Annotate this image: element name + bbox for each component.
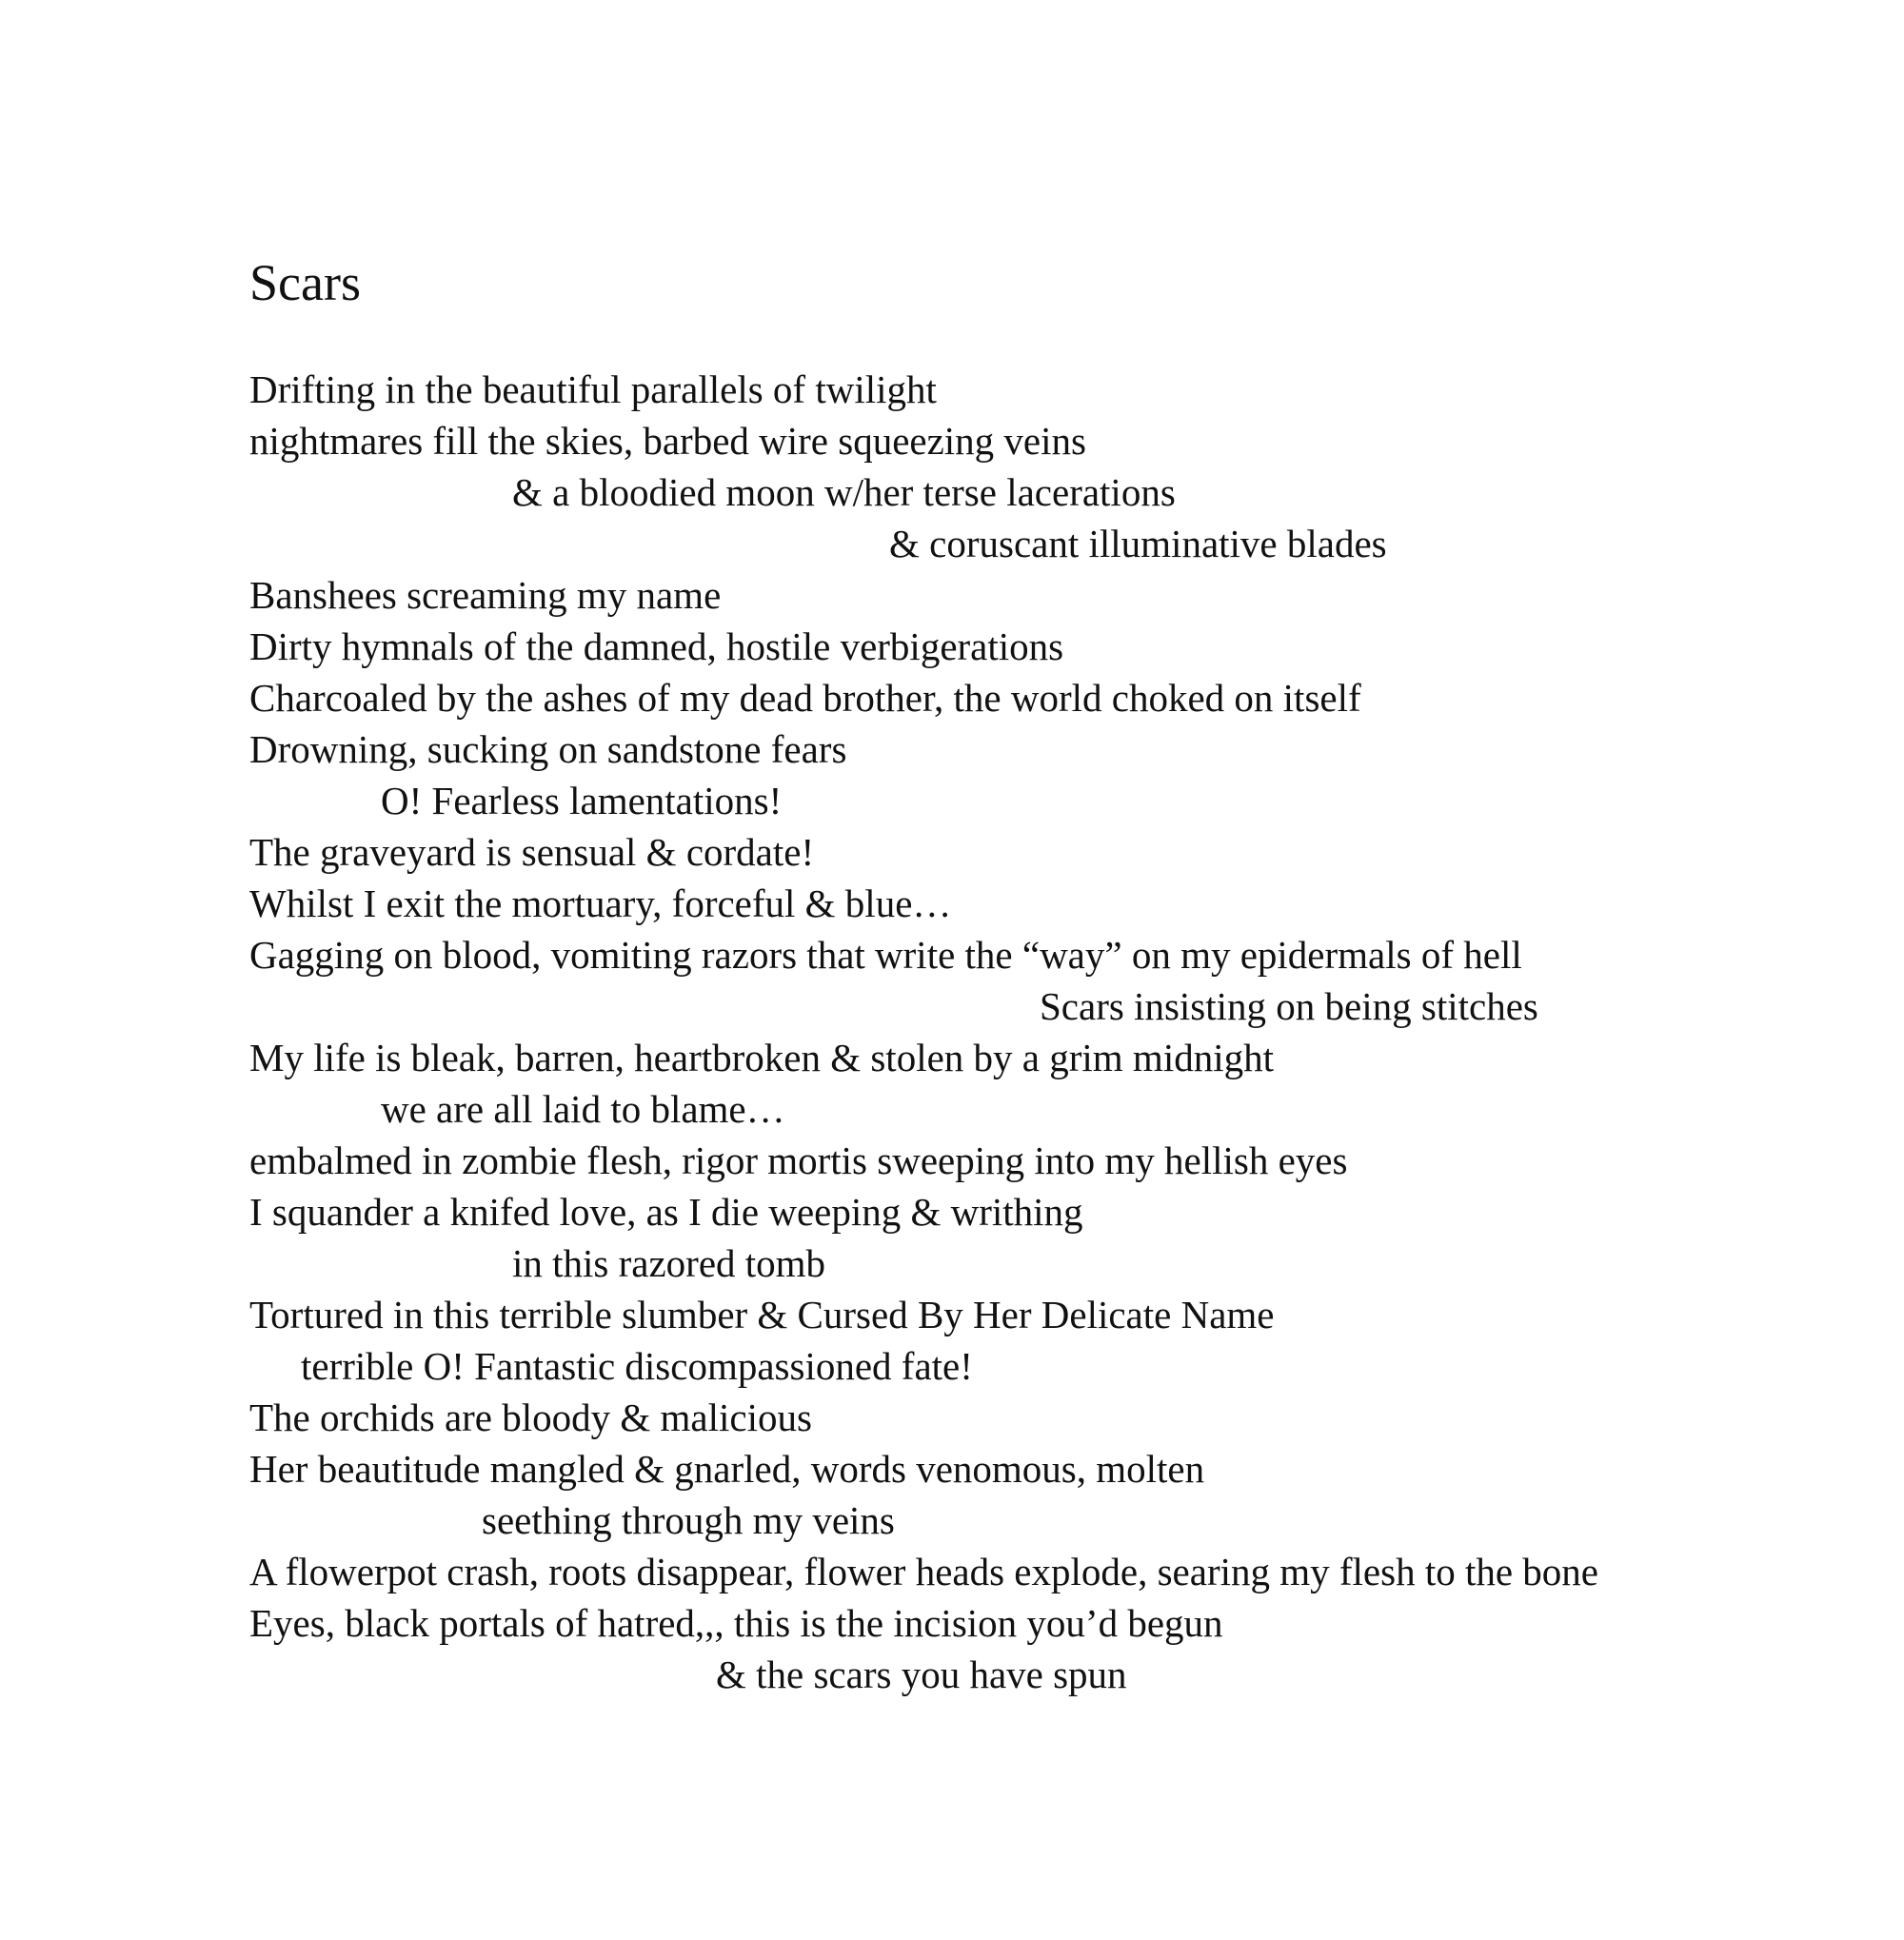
poem-line: Tortured in this terrible slumber & Cursed By Her Delicate Name xyxy=(249,1293,1275,1336)
poem-line: O! Fearless lamentations! xyxy=(381,779,783,822)
poem-line: seething through my veins xyxy=(482,1498,895,1542)
poem-line: Drifting in the beautiful parallels of twilight xyxy=(249,367,937,411)
poem-line: Banshees screaming my name xyxy=(249,573,722,617)
poem-line: we are all laid to blame… xyxy=(381,1087,785,1131)
poem-title: Scars xyxy=(249,254,361,311)
poem-line: Gagging on blood, vomiting razors that write the “way” on my epidermals of hell xyxy=(249,933,1522,977)
poem-line: & coruscant illuminative blades xyxy=(889,522,1387,565)
poem-line: Charcoaled by the ashes of my dead brother, the world choked on itself xyxy=(249,676,1361,720)
poem-line: A flowerpot crash, roots disappear, flower heads explode, searing my flesh to the bone xyxy=(249,1550,1599,1594)
poem-line: Drowning, sucking on sandstone fears xyxy=(249,727,847,771)
poem-line: Scars insisting on being stitches xyxy=(1040,984,1538,1028)
poem-line: & the scars you have spun xyxy=(716,1653,1127,1696)
poem-body xyxy=(249,364,1868,1700)
poem-line: Dirty hymnals of the damned, hostile verbigerations xyxy=(249,624,1064,668)
poem-line: terrible O! Fantastic discompassioned fate! xyxy=(301,1344,973,1388)
poem-line: & a bloodied moon w/her terse lacerations xyxy=(512,470,1176,514)
poem-line: nightmares fill the skies, barbed wire squeezing veins xyxy=(249,419,1086,463)
poem-line: Eyes, black portals of hatred,,, this is the incision you’d begun xyxy=(249,1601,1223,1645)
poem-line: The graveyard is sensual & cordate! xyxy=(249,830,815,874)
poem-line: I squander a knifed love, as I die weeping & writhing xyxy=(249,1190,1083,1234)
poem-line: embalmed in zombie flesh, rigor mortis sweeping into my hellish eyes xyxy=(249,1138,1348,1182)
poem-line: Whilst I exit the mortuary, forceful & blue… xyxy=(249,881,952,925)
poem-line: Her beautitude mangled & gnarled, words venomous, molten xyxy=(249,1447,1205,1491)
poem-line: The orchids are bloody & malicious xyxy=(249,1396,812,1439)
poem-line: My life is bleak, barren, heartbroken & stolen by a grim midnight xyxy=(249,1036,1274,1079)
poem-line: in this razored tomb xyxy=(512,1241,826,1285)
